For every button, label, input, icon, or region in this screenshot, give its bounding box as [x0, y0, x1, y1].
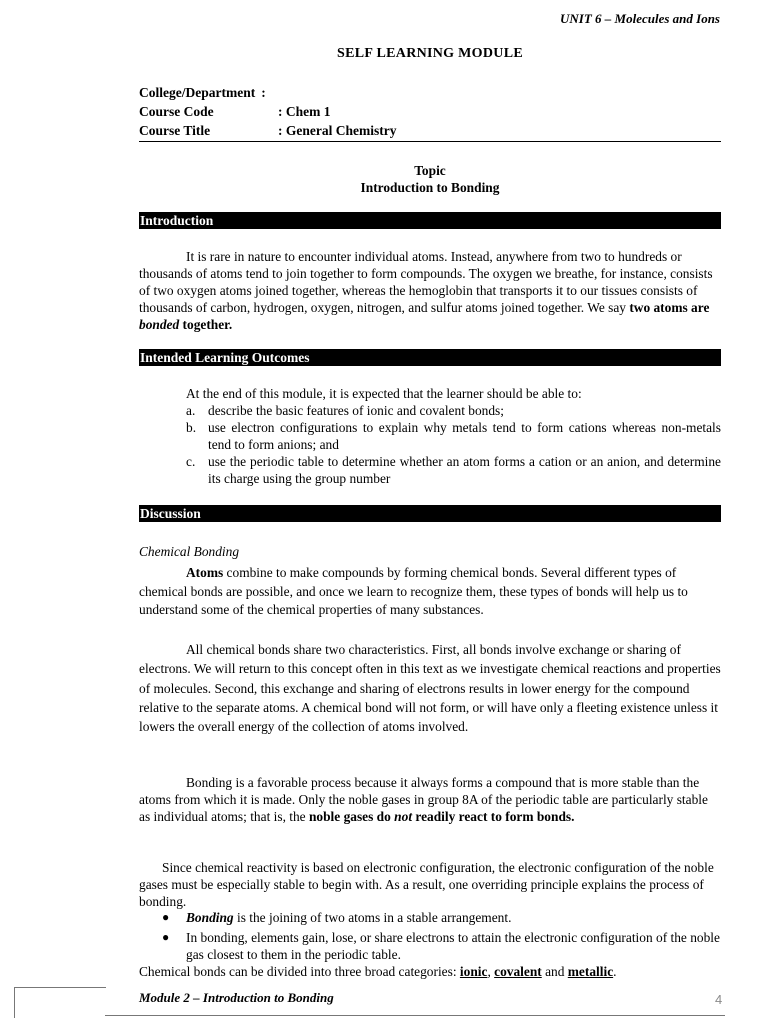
outcome-text: describe the basic features of ionic and covalent bonds; — [208, 403, 504, 418]
paragraph-3-text: Bonding is a favorable process because it always forms a compound that is more stable than the atoms from which it is made. Only the noble gases in group 8A of the periodic table are particularly stable as individual atoms; that is, the — [139, 775, 708, 824]
outcome-label: a. — [186, 403, 196, 418]
category-ionic: ionic — [459, 964, 488, 979]
course-title-label: Course Title — [139, 123, 211, 138]
category-metallic: metallic — [567, 964, 614, 979]
course-code-label: Course Code — [139, 104, 214, 119]
subheading-text: Chemical Bonding — [139, 544, 240, 559]
discussion-paragraph-4: Since chemical reactivity is based on electronic configuration, the electronic configuration of the noble gases must be especially stable to begin with. As a result, one overriding principle explains the process of bonding. — [139, 860, 714, 909]
introduction-heading: Introduction — [139, 212, 721, 229]
categories-text: Chemical bonds can be divided into three broad categories: — [139, 964, 460, 979]
college-label: College/Department — [139, 85, 256, 100]
period: . — [613, 964, 617, 979]
bullet-icon: ● — [162, 910, 170, 924]
course-title-value: : General Chemistry — [278, 123, 397, 138]
footer-rule — [105, 1015, 725, 1016]
bullet-1-text: is the joining of two atoms in a stable arrangement. — [233, 910, 512, 925]
outcome-item — [139, 453, 721, 487]
course-code-row — [139, 103, 331, 120]
outcomes-list — [139, 385, 721, 487]
paragraph-1-text: combine to make compounds by forming chemical bonds. Several different types of chemical bonds are possible, and once we learn to recognize them, these types of bonds will help us to understand some of the chemical properties of many substances. — [139, 565, 688, 617]
bullet-list — [139, 909, 721, 980]
separator: and — [541, 964, 568, 979]
topic-title: Introduction to Bonding — [360, 180, 500, 195]
introduction-paragraph — [139, 248, 721, 333]
outcomes-intro: At the end of this module, it is expected that the learner should be able to: — [186, 386, 582, 401]
unit-header: UNIT 6 – Molecules and Ions — [560, 11, 720, 26]
module-title: SELF LEARNING MODULE — [337, 46, 523, 61]
bullet-2-text: In bonding, elements gain, lose, or share electrons to attain the electronic configuration of the noble gas closest to them in the periodic table. — [186, 930, 720, 962]
noble-bold: noble gases do — [308, 809, 395, 824]
outcome-label: b. — [186, 420, 197, 435]
page-number: 4 — [715, 992, 723, 1007]
introduction-bold-italic: bonded — [139, 317, 180, 332]
outcome-item — [139, 402, 721, 419]
outcome-label: c. — [186, 454, 196, 469]
college-value: : — [261, 85, 266, 100]
not-bold-italic: not — [394, 809, 413, 824]
footer-box — [14, 987, 106, 1018]
discussion-paragraph-1 — [139, 564, 721, 620]
discussion-heading: Discussion — [139, 505, 721, 522]
discussion-paragraph-3 — [139, 774, 721, 825]
introduction-bold-end: together. — [179, 317, 233, 332]
bullet-icon: ● — [162, 930, 170, 944]
outcome-text: use the periodic table to determine whether an atom forms a cation or an anion, and determine its charge using the group number — [208, 454, 721, 486]
discussion-paragraph-2: All chemical bonds share two characteristics. First, all bonds involve exchange or sharing of electrons. We will return to this concept often in this text as we investigate chemical reactions and properties of molecules. Second, this exchange and sharing of electrons results in lower energy for the compound relative to the separate atoms. A chemical bond will not form, or will have only a fleeting existence unless it lowers the overall energy of the collection of atoms involved. — [139, 642, 721, 735]
noble-bold-end: readily react to form bonds. — [412, 809, 575, 824]
bonding-bold-italic: Bonding — [186, 910, 234, 925]
course-title-row — [139, 122, 397, 139]
outcome-text: use electron configurations to explain why metals tend to form cations whereas non-metals tend to form anions; and — [208, 420, 721, 452]
footer-module: Module 2 – Introduction to Bonding — [139, 990, 334, 1005]
separator: , — [487, 964, 495, 979]
outcomes-heading: Intended Learning Outcomes — [139, 349, 721, 366]
course-code-value: : Chem 1 — [278, 104, 331, 119]
introduction-bold: two atoms are — [629, 300, 710, 315]
college-row — [139, 84, 266, 101]
outcome-item — [139, 419, 721, 453]
topic-label: Topic — [414, 163, 446, 178]
bullet-item — [139, 929, 721, 963]
category-covalent: covalent — [494, 964, 542, 979]
chemical-bonding-subheading — [139, 543, 721, 560]
bullet-item — [139, 909, 721, 926]
atoms-bold: Atoms — [186, 565, 224, 580]
introduction-text: It is rare in nature to encounter individual atoms. Instead, anywhere from two to hundreds or thousands of atoms tend to join together to form compounds. The oxygen we breathe, for instance, consists of two oxygen atoms joined together, whereas the hemoglobin that transports it to our tissues consists of thousands of carbon, hydrogen, oxygen, nitrogen, and sulfur atoms joined together. We say — [139, 249, 713, 315]
header-rule — [139, 141, 721, 142]
categories-line — [139, 963, 721, 980]
